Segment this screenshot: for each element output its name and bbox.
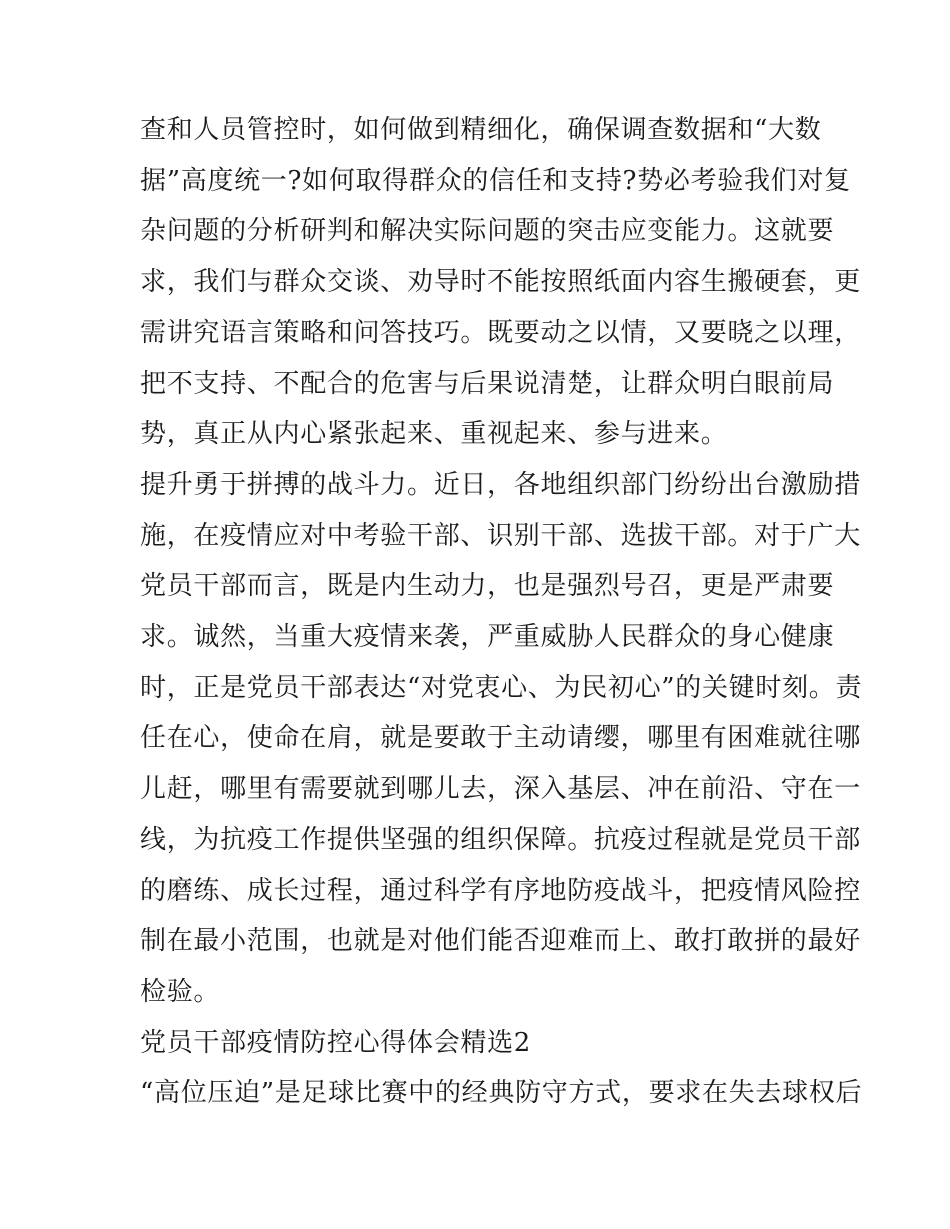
text-line: 儿赶，哪里有需要就到哪儿去，深入基层、冲在前沿、守在一	[140, 774, 861, 805]
text-line: 制在最小范围，也就是对他们能否迎难而上、敢打敢拼的最好	[140, 926, 861, 957]
text-line: 提升勇于拼搏的战斗力。近日，各地组织部门纷纷出台激励措	[140, 469, 861, 500]
text-line: 党员干部而言，既是内生动力，也是强烈号召，更是严肃要	[140, 571, 835, 602]
text-line: 任在心，使命在肩，就是要敢于主动请缨，哪里有困难就往哪	[140, 723, 861, 754]
text-line: 查和人员管控时，如何做到精细化，确保调查数据和“大数	[140, 115, 822, 145]
text-line: 杂问题的分析研判和解决实际问题的突击应变能力。这就要	[140, 216, 835, 247]
text-line: 把不支持、不配合的危害与后果说清楚，让群众明白眼前局	[140, 368, 835, 399]
text-line: 检验。	[140, 976, 221, 1007]
text-line: “高位压迫”是足球比赛中的经典防守方式，要求在失去球权后	[140, 1078, 863, 1109]
text-line: 施，在疫情应对中考验干部、识别干部、选拔干部。对于广大	[140, 520, 861, 551]
section-heading: 党员干部疫情防控心得体会精选2	[140, 1027, 532, 1058]
text-line: 时，正是党员干部表达“对党衷心、为民初心”的关键时刻。责	[140, 672, 863, 703]
text-line: 求。诚然，当重大疫情来袭，严重威胁人民群众的身心健康	[140, 622, 835, 652]
text-line: 求，我们与群众交谈、劝导时不能按照纸面内容生搬硬套，更	[140, 267, 861, 298]
text-line: 据”高度统一?如何取得群众的信任和支持?势必考验我们对复	[140, 165, 851, 196]
text-line: 的磨练、成长过程，通过科学有序地防疫战斗，把疫情风险控	[140, 875, 861, 906]
text-line: 线，为抗疫工作提供坚强的组织保障。抗疫过程就是党员干部	[140, 824, 861, 855]
text-line: 势，真正从内心紧张起来、重视起来、参与进来。	[140, 419, 728, 450]
text-line: 需讲究语言策略和问答技巧。既要动之以情，又要晓之以理，	[140, 317, 861, 348]
